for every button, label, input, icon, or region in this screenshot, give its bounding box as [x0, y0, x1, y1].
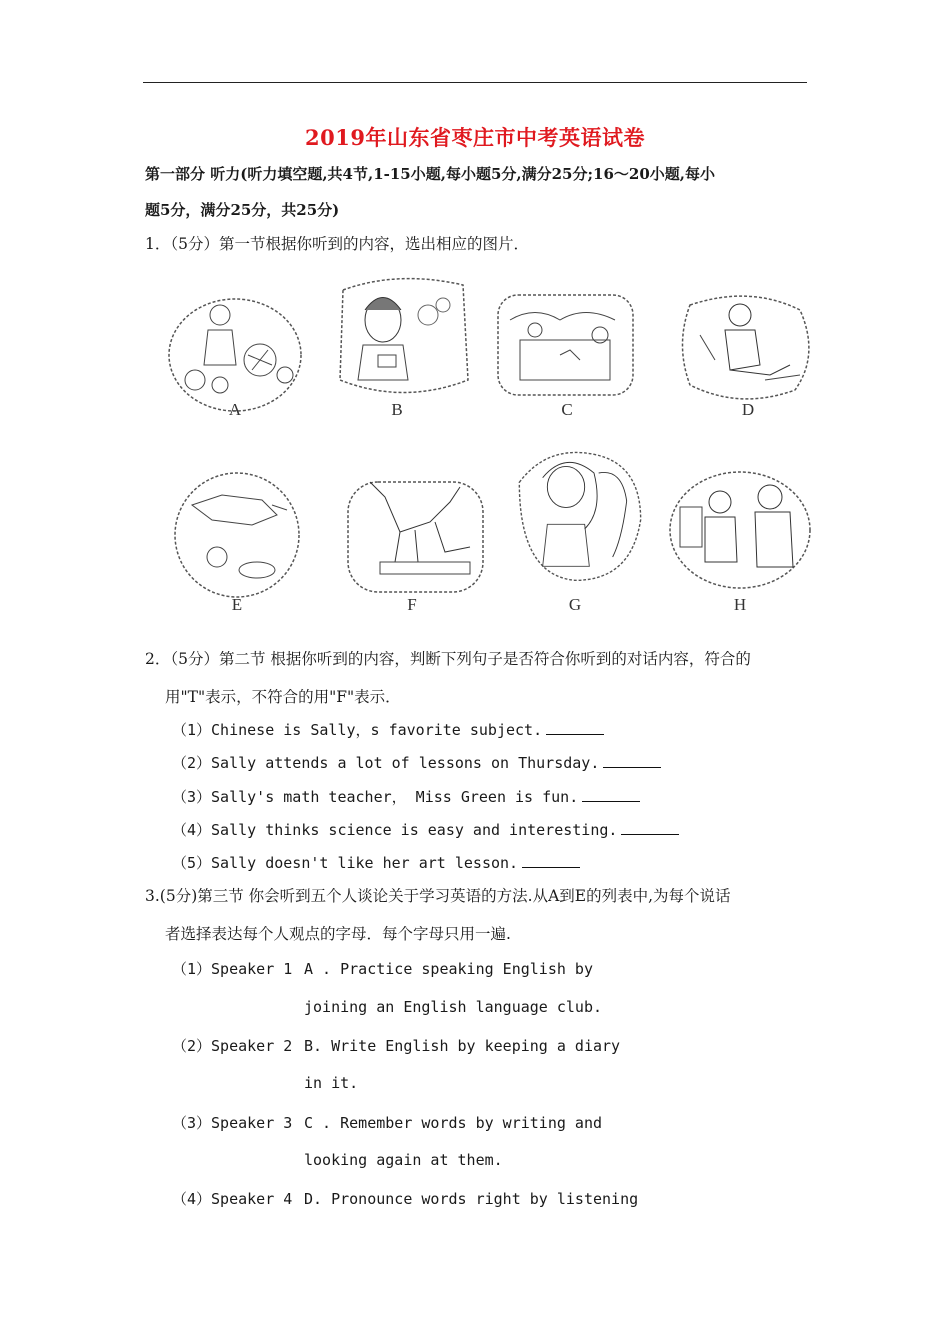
q3-option-b-line2: in it. [304, 1074, 359, 1092]
q3-option-c-line1: C . Remember words by writing and [304, 1114, 603, 1132]
picture-b-label: B [391, 400, 403, 419]
picture-h-image [665, 462, 815, 602]
picture-e-label: E [231, 595, 243, 614]
q2-item-5: （5）Sally doesn't like her art lesson. [172, 853, 580, 873]
question-2-line2: 用"T"表示，不符合的用"F"表示． [165, 688, 401, 706]
answer-blank[interactable] [582, 789, 640, 802]
picture-g-image [505, 445, 655, 585]
answer-blank[interactable] [546, 722, 604, 735]
picture-g-label: G [568, 595, 582, 614]
q3-speaker-4: （4）Speaker 4 [172, 1190, 293, 1208]
question-1-text: 1．（5分）第一节根据你听到的内容，选出相应的图片． [145, 235, 529, 253]
q3-option-d-line1: D. Pronounce words right by listening [304, 1190, 639, 1208]
picture-b-image [328, 270, 478, 410]
q3-option-a-line2: joining an English language club. [304, 998, 603, 1016]
picture-c-label: C [561, 400, 573, 419]
picture-f-label: F [407, 595, 417, 614]
q2-item-2: （2）Sally attends a lot of lessons on Thursday. [172, 753, 661, 773]
page-title: 2019年山东省枣庄市中考英语试卷 [305, 125, 645, 150]
q2-item-4: （4）Sally thinks science is easy and interesting. [172, 820, 679, 840]
picture-h-label: H [733, 595, 747, 614]
q3-option-c-line2: looking again at them. [304, 1151, 503, 1169]
q3-speaker-1: （1）Speaker 1 [172, 960, 293, 978]
part1-heading-line1: 第一部分 听力(听力填空题,共4节,1-15小题,每小题5分,满分25分;16～20小题,每小 [145, 165, 716, 183]
answer-blank[interactable] [603, 755, 661, 768]
q2-item-3: （3）Sally's math teacher， Miss Green is fun. [172, 787, 640, 807]
picture-e-image [162, 465, 312, 605]
part1-heading-line2: 题5分，满分25分，共25分) [145, 201, 340, 219]
answer-blank[interactable] [522, 855, 580, 868]
q3-option-b-line1: B. Write English by keeping a diary [304, 1037, 621, 1055]
q3-speaker-2: （2）Speaker 2 [172, 1037, 293, 1055]
q2-item-1: （1）Chinese is Sally，s favorite subject. [172, 720, 604, 740]
question-2-line1: 2．（5分）第二节 根据你听到的内容，判断下列句子是否符合你听到的对话内容，符合的 [145, 650, 751, 668]
question-3-line2: 者选择表达每个人观点的字母．每个字母只用一遍. [165, 925, 511, 943]
picture-c-image [490, 280, 640, 420]
header-rule [143, 82, 807, 83]
picture-d-label: D [741, 400, 755, 419]
picture-f-image [340, 462, 490, 602]
q3-option-a-line1: A . Practice speaking English by [304, 960, 593, 978]
q3-speaker-3: （3）Speaker 3 [172, 1114, 293, 1132]
picture-a-label: A [228, 400, 242, 419]
question-3-line1: 3.(5分)第三节 你会听到五个人谈论关于学习英语的方法.从A到E的列表中,为每个说话 [145, 887, 731, 905]
answer-blank[interactable] [621, 822, 679, 835]
